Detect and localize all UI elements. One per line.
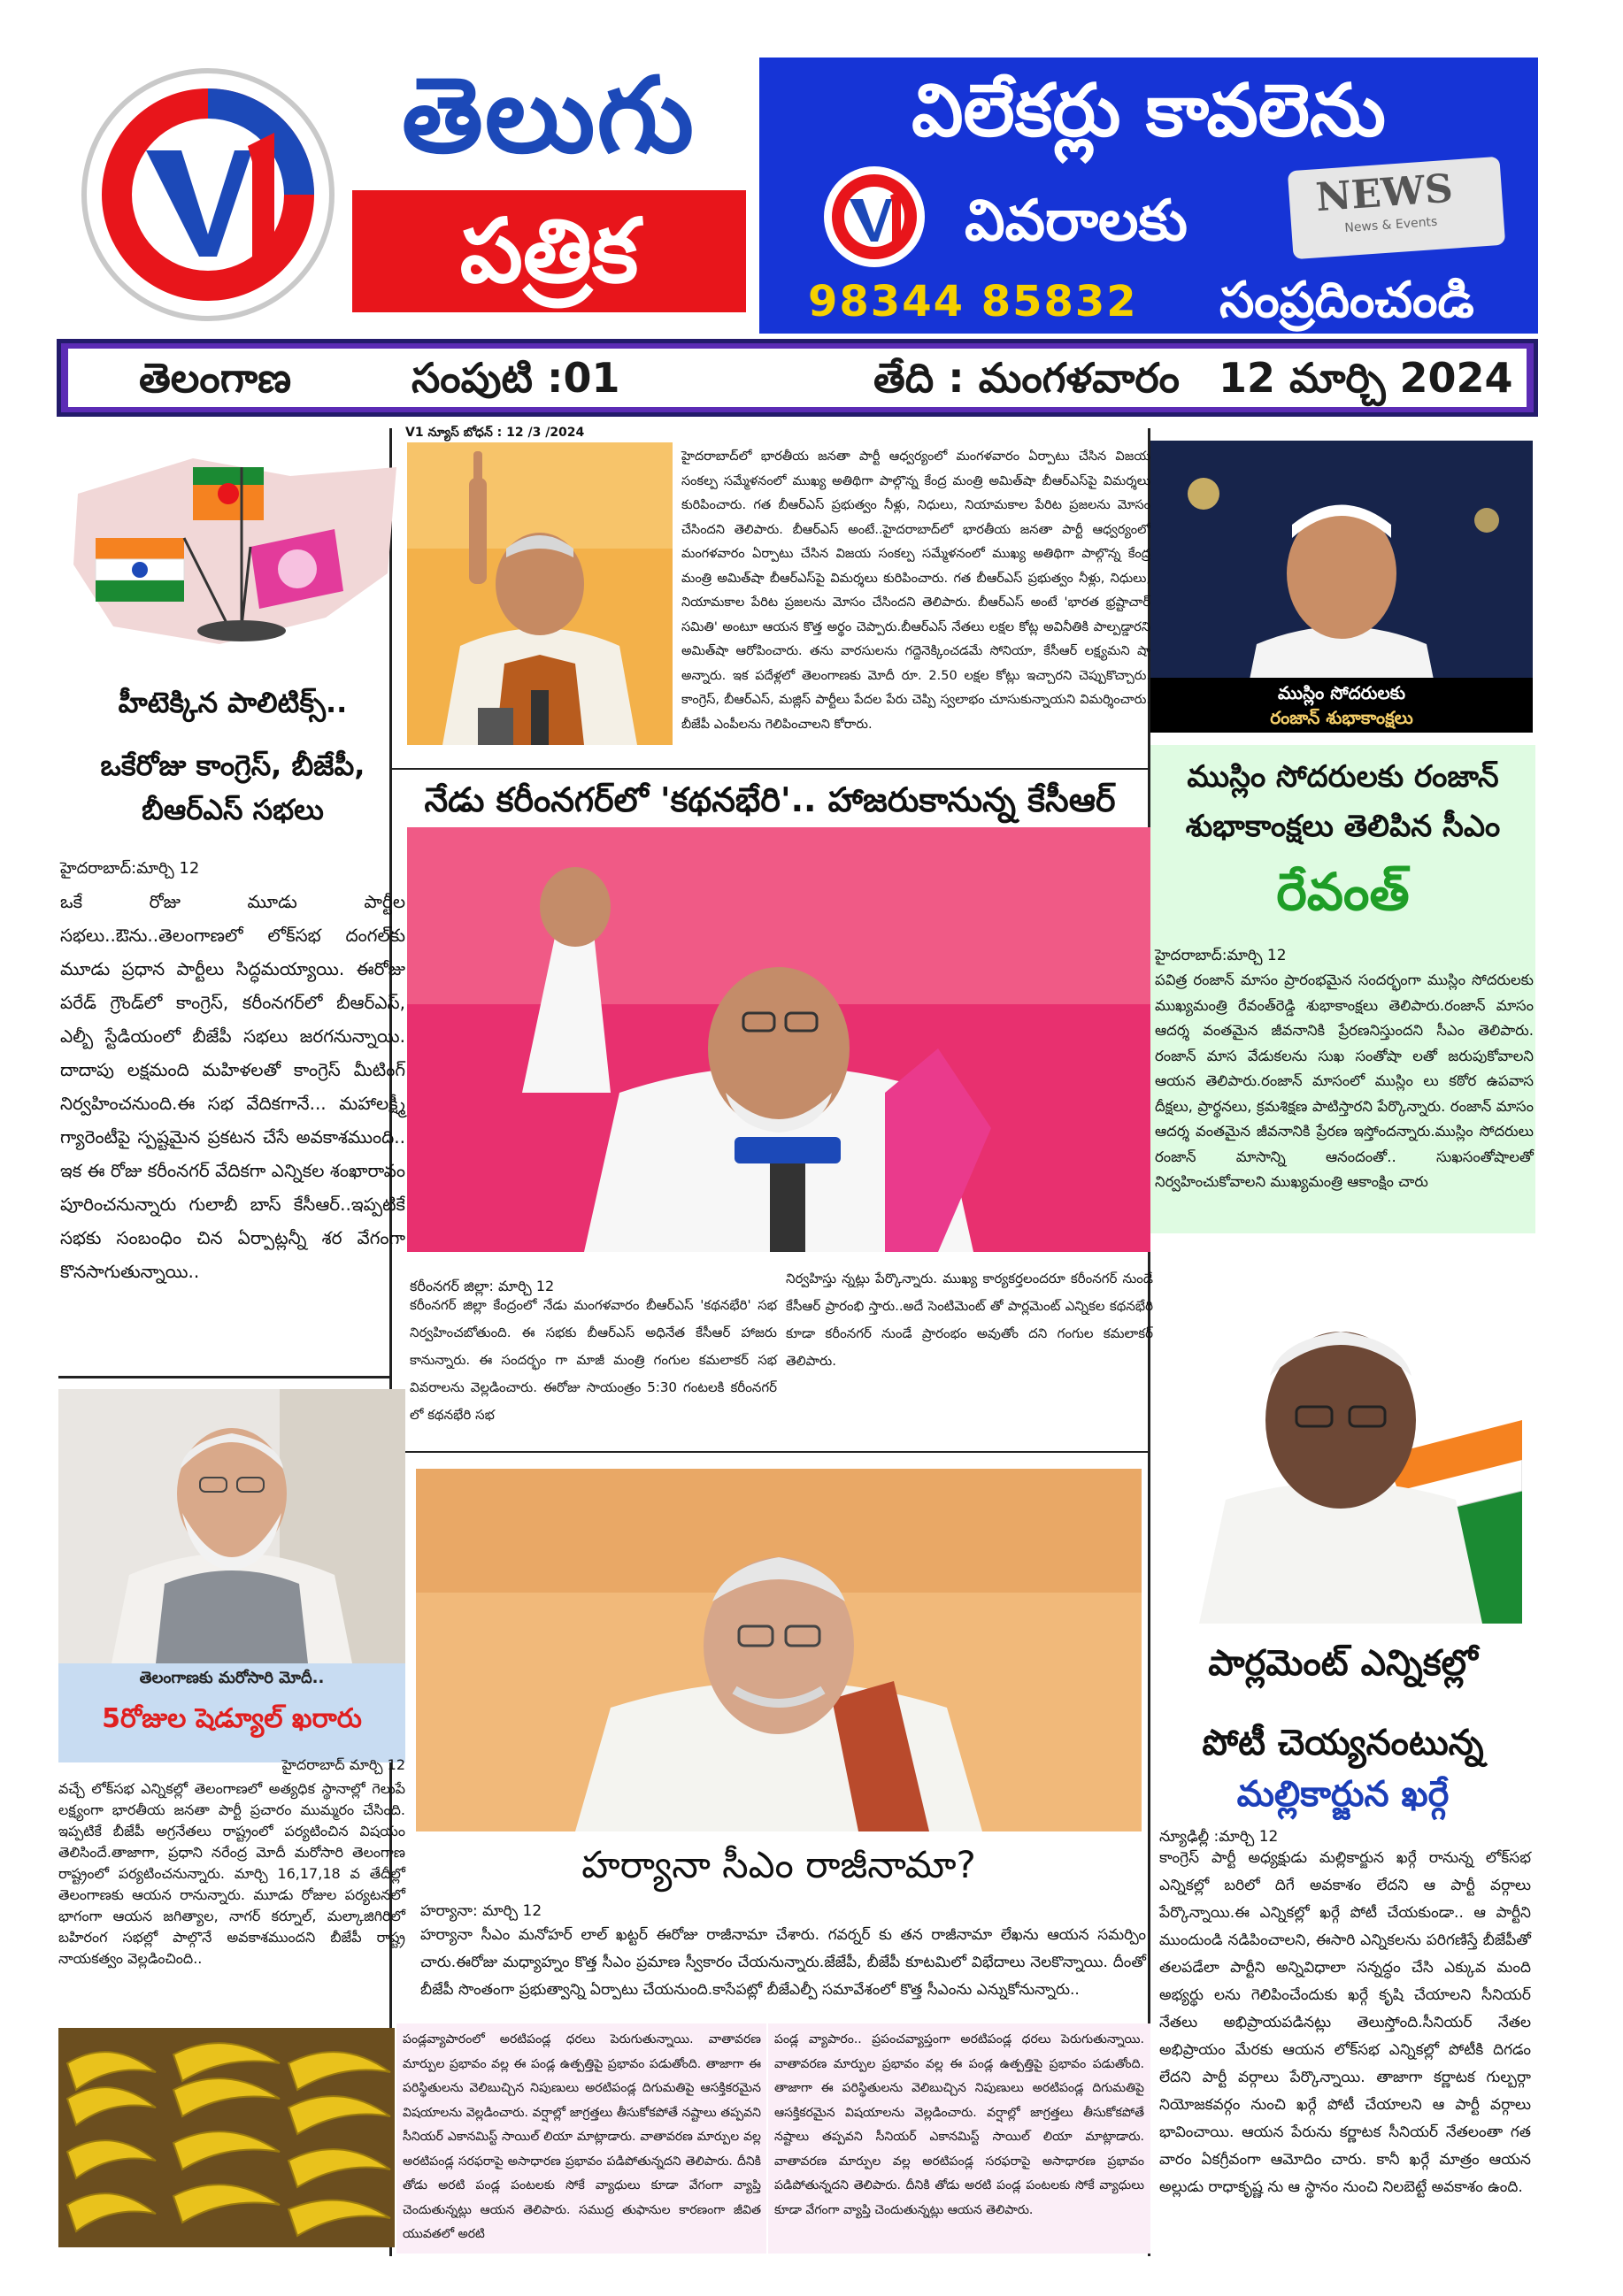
news-subtext: News & Events [1343, 214, 1438, 236]
modi-kicker: తెలంగాణకు మరోసారి మోదీ.. [139, 1669, 325, 1687]
banana-story-body-col1: పండ్లవ్యాపారంలో అరటిపండ్ల ధరలు పెరుగుతున్నాయి. వాతావరణ మార్పుల ప్రభావం వల్ల ఈ పండ్ల ఉత్పత్తిపై ప్రభావం పడుతోంది. తాజాగా ఈ పరిస్థితులను వెలిబుచ్చిన నిపుణులు అరటిపండ్ల దిగుమతిపై ఆసక్తికరమైన విషయాలను వెల్లడించారు. వర్షాల్లో జాగ్రత్తలు తీసుకోకపోతే నష్టాలు తప్పవని సీనియర్ ఎకానమిస్ట్ సాయిల్ లియా మాట్లాడారు. వాతావరణ మార్పుల వల్ల అరటిపండ్ల సరఫరాపై అసాధారణ ప్రభావం పడిపోతున్నదని తెలిపారు. దీనికి తోడు అరటి పండ్ల పంటలకు సోకే వ్యాధులు కూడా వేగంగా వ్యాప్తి చెందుతున్నట్లు ఆయన తెలిపారు. సముద్ర తుఫానుల కారణంగా జీవిత యువతలో అరటి [403, 2032, 761, 2241]
banana-story-body-col2: పండ్ల వ్యాపారం.. ప్రపంచవ్యాప్తంగా అరటిపండ్ల ధరలు పెరుగుతున్నాయి. వాతావరణ మార్పుల ప్రభావం వల్ల ఈ పండ్ల ఉత్పత్తిపై ప్రభావం పడుతోంది. తాజాగా ఈ పరిస్థితులను వెలిబుచ్చిన నిపుణులు అరటిపండ్ల దిగుమతిపై ఆసక్తికరమైన విషయాలను వెల్లడించారు. వర్షాల్లో జాగ్రత్తలు తీసుకోకపోతే నష్టాలు తప్పవని సీనియర్ ఎకానమిస్ట్ సాయిల్ లియా మాట్లాడారు. వాతావరణ మార్పుల వల్ల అరటిపండ్ల సరఫరాపై అసాధారణ ప్రభావం పడిపోతున్నదని తెలిపారు. దీనికి తోడు అరటి పండ్ల పంటలకు సోకే వ్యాధులు కూడా వేగంగా వ్యాప్తి చెందుతున్నట్లు ఆయన తెలిపారు. [774, 2032, 1144, 2217]
volume-label: సంపుటి :01 [412, 354, 620, 402]
kcr-story-body-col1: కరీంనగర్ జిల్లా కేంద్రంలో నేడు మంగళవారం బీఆర్ఎస్ 'కథనభేరి' సభ నిర్వహించబోతుంది. ఈ సభకు బీఆర్ఎస్ అధినేత కేసీఆర్ హాజరు కానున్నారు. ఈ సందర్భం గా మాజీ మంత్రి గంగుల కమలాకర్ సభ వివరాలను వెల్లడించారు. ఈరోజు సాయంత్రం 5:30 గంటలకి కరీంనగర్ లో కథనభేరి సభ [410, 1297, 777, 1423]
ad-phone-number: 98344 85832 [808, 277, 1138, 326]
reporter-wanted-ad [759, 58, 1538, 334]
revanth-headline: ముస్లిం సోదరులకు రంజాన్ శుభాకాంక్షలు తెలిపిన సీఎం [1185, 759, 1501, 844]
amit-shah-photo [407, 442, 673, 745]
haryana-story-body: హర్యానా సీఎం మనోహర్ లాల్ ఖట్టర్ ఈరోజు రాజీనామా చేశారు. గవర్నర్ కు తన రాజీనామా లేఖను ఆయన సమర్పిం చారు.ఈరోజు మధ్యాహ్నం కొత్త సీఎం ప్రమాణ స్వీకారం చేయనున్నారు.జేజేపీ, బీజేపీ కూటమిలో విభేదాలు నెలకొన్నాయి. దీంతో బీజేపీ సొంతంగా ప్రభుత్వాన్ని ఏర్పాటు చేయనుంది.కాసేపట్లో బీజేఎల్పీ సమావేశంలో కొత్త సీఎంను ఎన్నుకోనున్నారు.. [420, 1926, 1146, 1999]
modi-dateline: హైదరాబాద్ మార్చి 12 [281, 1756, 405, 1773]
kharge-headline-line1: పార్లమెంట్ ఎన్నికల్లో [1208, 1643, 1478, 1684]
news-paper-graphic [1281, 150, 1511, 265]
masthead-title: తెలుగు [402, 54, 696, 176]
kcr-photo [407, 827, 1150, 1252]
banana-photo [58, 2028, 395, 2247]
party-flags-illustration [60, 441, 405, 662]
masthead-subtitle: పత్రిక [459, 199, 639, 303]
kharge-story-body: కాంగ్రెస్ పార్టీ అధ్యక్షుడు మల్లికార్జున ఖర్గే రానున్న లోక్‌సభ ఎన్నికల్లో బరిలో దిగే అవకాశం లేదని ఆ పార్టీ వర్గాలు పేర్కొన్నాయి.ఈ ఎన్నికల్లో ఖర్గే పోటీ చేయకుండా.. ఆ పార్టీని ముందుండి నడిపించాలని, ఈసారి ఎన్నికలను పరిగణిస్తే బీజేపీతో తలపడేలా పార్టీని అన్నివిధాలా సన్నద్ధం చేసి ఎక్కువ మంది అభ్యర్థు లను గెలిపించేందుకు ఖర్గే కృషి చేయాలని సీనియర్ నేతలు అభిప్రాయపడినట్లు తెలుస్తోంది.సీనియర్ నేతల అభిప్రాయం మేరకు ఆయన లోక్‌సభ ఎన్నికల్లో పోటీకి దిగడం లేదని పార్టీ వర్గాలు పేర్కొన్నాయి. తాజాగా కర్ణాటక గుల్బర్గా నియోజకవర్గం నుంచి ఖర్గే పోటీ చేయాలని ఆ పార్టీ వర్గాలు భావించాయి. ఆయన పేరును కర్ణాటక సీనియర్ నేతలంతా గత వారం ఏకగ్రీవంగా ఆమోదిం చారు. కానీ ఖర్గే మాత్రం ఆయన అల్లుడు రాధాకృష్ణ ను ఆ స్థానం నుంచి నిలబెట్టే అవకాశం ఉంది. [1159, 1849, 1531, 2196]
v1-logo [75, 66, 341, 323]
date-label: తేది : మంగళవారం [873, 354, 1180, 402]
left-story-subheadline: ఒకేరోజు కాంగ్రెస్, బీజేపీ, బీఆర్ఎస్ సభలు [100, 749, 365, 826]
revanth-dateline: హైదరాబాద్:మార్చి 12 [1155, 947, 1287, 964]
ad-contact-label: సంప్రదించండి [1219, 272, 1474, 329]
ad-v1-logo [821, 164, 927, 270]
date-value: 12 మార్చి 2024 [1219, 354, 1513, 402]
kharge-name: మల్లికార్జున ఖర్గే [1236, 1774, 1450, 1815]
kcr-dateline: కరీంనగర్ జిల్లా: మార్చి 12 [410, 1278, 555, 1294]
masthead-subtitle-box [352, 190, 746, 312]
ad-subtitle: వివరాలకు [965, 188, 1188, 254]
haryana-headline: హర్యానా సీఎం రాజీనామా? [581, 1843, 976, 1886]
ramzan-image-caption-1: ముస్లిం సోదరులకు [1277, 682, 1406, 703]
state-label: తెలంగాణ [139, 354, 292, 402]
shah-photo-caption: V1 న్యూస్ బోధన్ : 12 /3 /2024 [405, 426, 585, 440]
section-divider [58, 1376, 391, 1378]
modi-headline: 5రోజుల షెడ్యూల్ ఖరారు [102, 1703, 362, 1734]
left-story-body: ఒకే రోజు మూడు పార్టీల సభలు..ఔను..తెలంగాణలో లోక్‌సభ దంగల్‌కు మూడు ప్రధాన పార్టీలు సిద్ధమయ్యాయి. ఈరోజు పరేడ్ గ్రౌండ్‌లో కాంగ్రెస్, కరీంనగర్‌లో బీఆర్ఎస్, ఎల్బీ స్టేడియంలో బీజేపీ సభలు జరగనున్నాయి. దాదాపు లక్షమంది మహిళలతో కాంగ్రెస్ మీటింగ్ నిర్వహించనుంది.ఈ సభ వేదికగానే... మహాలక్ష్మీ గ్యారెంటీపై స్పష్టమైన ప్రకటన చేసే అవకాశముంది.. ఇక ఈ రోజు కరీంనగర్ వేదికగా ఎన్నికల శంఖారావం పూరించనున్నారు గులాబీ బాస్ కేసీఆర్..ఇప్పటికే సభకు సంబంధిం చిన ఏర్పాట్లన్నీ శర వేగంగా కొనసాగుతున్నాయి.. [60, 891, 405, 1282]
date-bar [57, 339, 1538, 417]
haryana-dateline: హర్యానా: మార్చి 12 [420, 1902, 542, 1920]
modi-photo [58, 1389, 405, 1663]
revanth-story-body: పవిత్ర రంజాన్ మాసం ప్రారంభమైన సందర్భంగా ముస్లిం సోదరులకు ముఖ్యమంత్రి రేవంత్‌రెడ్డి శుభాకాంక్షలు తెలిపారు.రంజాన్ మాసం ఆదర్శ వంతమైన జీవనానికి ప్రేరణనిస్తుందని సీఎం తెలిపారు. రంజాన్ మాస వేడుకలను సుఖ సంతోషా లతో జరుపుకోవాలని ఆయన తెలిపారు.రంజాన్ మాసంలో ముస్లిం లు కఠోర ఉపవాస దీక్షలు, ప్రార్థనలు, క్రమశిక్షణ పాటిస్తారని పేర్కొన్నారు. రంజాన్ మాసం ఆదర్శ వంతమైన జీవనానికి ప్రేరణ ఇస్తోందన్నారు.ముస్లిం సోదరులు రంజాన్ మాసాన్ని ఆనందంతో.. సుఖసంతోషాలతో నిర్వహించుకోవాలని ముఖ్యమంత్రి ఆకాంక్షిం చారు [1155, 971, 1534, 1190]
modi-story-body: వచ్చే లోక్‌సభ ఎన్నికల్లో తెలంగాణలో అత్యధిక స్థానాల్లో గెలుపే లక్ష్యంగా భారతీయ జనతా పార్టీ ప్రచారం ముమ్మరం చేసింది. ఇప్పటికే బీజేపీ అగ్రనేతలు రాష్ట్రంలో పర్యటించిన విషయం తెలిసిందే.తాజాగా, ప్రధాని నరేంద్ర మోదీ మరోసారి తెలంగాణ రాష్ట్రంలో పర్యటించనున్నారు. మార్చి 16,17,18 వ తేదీల్లో తెలంగాణకు ఆయన రానున్నారు. మూడు రోజుల పర్యటనలో భాగంగా ఆయన జగిత్యాల, నాగర్ కర్నూల్, మల్కాజిగిరిలో బహిరంగ సభల్లో పాల్గొనే అవకాశముందని బీజేపీ రాష్ట్ర నాయకత్వం వెల్లడించింది.. [58, 1780, 405, 1967]
kcr-story-body-col2: నిర్వహిస్తు న్నట్లు పేర్కొన్నారు. ముఖ్య కార్యకర్తలందరూ కరీంనగర్ నుండే కేసీఆర్ ప్రారంభి స్తారు..అదే సెంటిమెంట్ తో పార్లమెంట్ ఎన్నికల కథనభేరి కూడా కరీంనగర్ నుండే ప్రారంభం అవుతోం దని గంగుల కమలాకర్ తెలిపారు. [786, 1271, 1153, 1369]
section-divider [389, 1451, 1148, 1453]
date-bar-inner [68, 349, 1527, 407]
left-story-dateline: హైదరాబాద్:మార్చి 12 [60, 859, 200, 878]
news-text: NEWS [1314, 165, 1455, 221]
kharge-headline-line2: పోటీ చెయ్యనంటున్న [1202, 1723, 1484, 1763]
kharge-photo [1164, 1270, 1522, 1624]
shah-story-body: హైదరాబాద్‌లో భారతీయ జనతా పార్టీ ఆధ్వర్యంలో మంగళవారం ఏర్పాటు చేసిన విజయ సంకల్ప సమ్మేళనంలో ముఖ్య అతిథిగా పాల్గొన్న కేంద్ర మంత్రి అమిత్‌షా బీఆర్ఎస్‌పై విమర్శలు కురిపించారు. గత బీఆర్ఎస్ ప్రభుత్వం నీళ్లు, నిధులు, నియామకాల పేరిట ప్రజలను మోసం చేసిందని తెలిపారు. బీఆర్ఎస్ అంటే..హైదరాబాద్‌లో భారతీయ జనతా పార్టీ ఆధ్వర్యంలో మంగళవారం ఏర్పాటు చేసిన విజయ సంకల్ప సమ్మేళనంలో ముఖ్య అతిథిగా పాల్గొన్న కేంద్ర మంత్రి అమిత్‌షా బీఆర్ఎస్‌పై విమర్శలు కురిపించారు. గత బీఆర్ఎస్ ప్రభుత్వం నీళ్లు, నిధులు, నియామకాల పేరిట ప్రజలను మోసం చేసిందని తెలిపారు. బీఆర్ఎస్ అంటే 'భారత భ్రష్టాచార్ సమితి' అంటూ ఆయన కొత్త అర్థం చెప్పారు.బీఆర్ఎస్ నేతలు లక్షల కోట్ల అవినీతికి పాల్పడ్డారని అమిత్‌షా ఆరోపించారు. తను వారసులను గద్దెనెక్కించడమే సోనియా, కేసీఆర్ లక్ష్యమని షా అన్నారు. ఇక పదేళ్లలో తెలంగాణకు మోదీ రూ. 2.50 లక్షల కోట్లు ఇచ్చారని చెప్పుకొచ్చారు. కాంగ్రెస్, బీఆర్ఎస్, మజ్లిస్ పార్టీలు పేదల పేరు చెప్పి స్వలాభం చూసుకున్నాయని విమర్శించారు. బీజేపీ ఎంపీలను గెలిపించాలని కోరారు. [681, 449, 1150, 732]
section-divider [389, 768, 1148, 770]
ramzan-image-caption-2: రంజాన్ శుభాకాంక్షలు [1270, 707, 1413, 728]
khattar-photo [416, 1469, 1142, 1831]
ad-title: విలేకర్లు కావలెను [911, 69, 1386, 153]
left-story-headline: హీటెక్కిన పాలిటిక్స్.. [118, 686, 348, 719]
revanth-name: రేవంత్ [1276, 862, 1410, 922]
kcr-headline: నేడు కరీంనగర్‌లో 'కథనభేరి'.. హాజరుకానున్న కేసీఆర్ [424, 780, 1116, 819]
kharge-dateline: న్యూఢిల్లీ :మార్చి 12 [1159, 1828, 1279, 1846]
revanth-ramzan-greeting-photo [1150, 441, 1533, 733]
